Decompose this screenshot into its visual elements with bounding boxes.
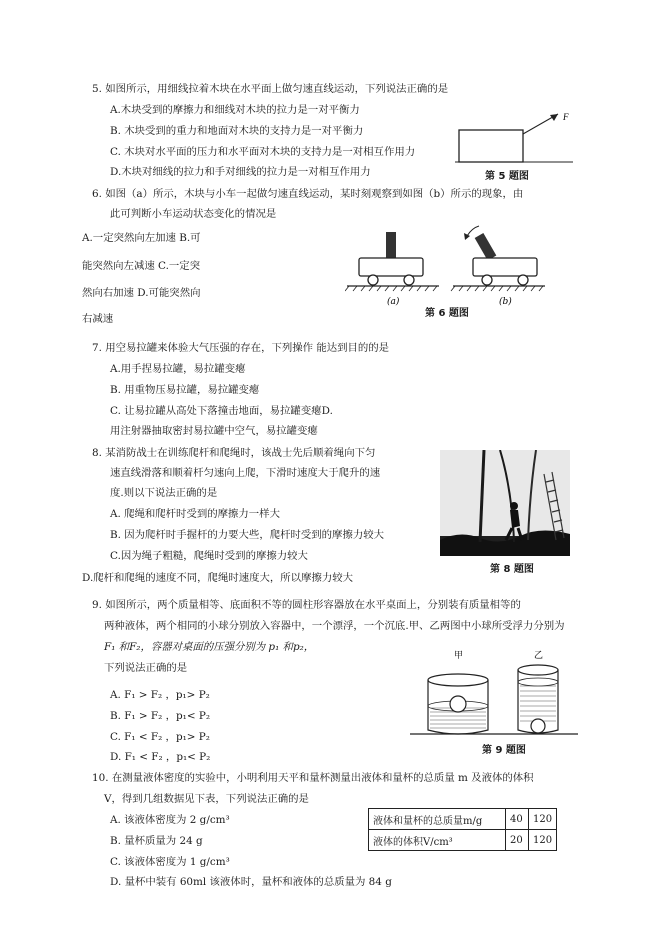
q5-option-c: C. 木块对水平面的压力和水平面对木块的支持力是一对相互作用力: [110, 146, 416, 158]
climber-head: [510, 502, 518, 510]
container-jia: [428, 674, 488, 734]
q8-option-d: D.爬杆和爬绳的速度不同，爬绳时速度大，所以摩擦力较大: [82, 572, 354, 584]
q7-stem: 7. 用空易拉罐来体验大气压强的存在，下列操作 能达到目的的是: [92, 342, 390, 354]
table-cell: 40: [506, 809, 529, 830]
q7-option-d: 用注射器抽取密封易拉罐中空气，易拉罐变瘪: [110, 425, 318, 437]
q6-answer-4: 右减速: [82, 313, 114, 325]
q7-option-b: B. 用重物压易拉罐，易拉罐变瘪: [110, 384, 260, 396]
label-yi: 乙: [534, 651, 544, 661]
sunken-ball-icon: [531, 719, 545, 733]
q7-option-c: C. 让易拉罐从高处下落撞击地面，易拉罐变瘪D.: [110, 405, 333, 417]
block-upright: [386, 232, 396, 258]
q8-option-c: C.因为绳子粗糙，爬绳时受到的摩擦力较大: [110, 550, 308, 562]
q10-option-c: C. 该液体密度为 1 g/cm³: [110, 856, 230, 868]
wheel-icon: [518, 275, 528, 285]
cart-body-b: [473, 258, 537, 276]
q5-caption: 第 5 题图: [485, 171, 529, 182]
q10-option-d: D. 量杯中装有 60ml 该液体时，量杯和液体的总质量为 84 g: [110, 876, 392, 888]
q8-caption: 第 8 题图: [490, 564, 534, 575]
q6-figure: [345, 222, 545, 314]
table-row: [369, 809, 557, 830]
label-jia: 甲: [454, 651, 464, 661]
q9-figure: [410, 648, 580, 738]
wheel-icon: [368, 275, 378, 285]
q8-option-b: B. 因为爬杆时手握杆的力要大些，爬杆时受到的摩擦力较大: [110, 529, 385, 541]
q10-stem-2: V，得到几组数据见下表，下列说法正确的是: [104, 793, 309, 805]
container-yi: [518, 665, 558, 733]
table-cell: 120: [529, 809, 557, 830]
q8-photo: [440, 450, 570, 556]
q10-data-table: [368, 808, 557, 851]
q8-stem-3: 度.则以下说法正确的是: [110, 487, 218, 499]
q6-answer-2: 能突然向左减速 C.一定突: [82, 260, 201, 272]
q8-stem-2: 速直线滑落和顺着杆匀速向上爬，下滑时速度大于爬升的速: [110, 467, 381, 479]
force-label: F: [563, 112, 569, 122]
q6-caption: 第 6 题图: [425, 308, 469, 319]
q5-option-a: A.木块受到的摩擦力和细线对木块的拉力是一对平衡力: [110, 104, 360, 116]
table-cell: 120: [529, 830, 557, 851]
tip-arrow-icon: [464, 233, 470, 240]
wheel-icon: [404, 275, 414, 285]
q5-option-d: D.木块对细线的拉力和手对细线的拉力是一对相互作用力: [110, 166, 371, 178]
table-cell: 液体的体积V/cm³: [369, 830, 506, 851]
q9-stem-3: F₁ 和F₂，容器对桌面的压强分别为 p₁ 和p₂，: [104, 641, 315, 653]
label-a: (a): [387, 297, 400, 307]
wood-block: [459, 130, 523, 162]
q8-option-a: A. 爬绳和爬杆时受到的摩擦力一样大: [110, 508, 280, 520]
q5-stem: 5. 如图所示，用细线拉着木块在水平面上做匀速直线运动，下列说法正确的是: [92, 83, 449, 95]
q7-option-a: A.用手捏易拉罐，易拉罐变瘪: [110, 363, 246, 375]
q6-stem-2: 此可判断小车运动状态变化的情况是: [110, 208, 277, 220]
block-tipping: [475, 233, 497, 261]
q9-option-c: C. F₁ < F₂ ，p₁> P₂: [110, 731, 210, 743]
q6-answer-1: A.一定突然向左加速 B.可: [82, 232, 201, 244]
cart-body-a: [359, 258, 423, 276]
q10-option-b: B. 量杯质量为 24 g: [110, 835, 203, 847]
q9-caption: 第 9 题图: [482, 745, 526, 756]
floating-ball-icon: [450, 696, 466, 712]
wheel-icon: [482, 275, 492, 285]
q5-option-b: B. 木块受到的重力和地面对木块的支持力是一对平衡力: [110, 125, 364, 137]
q9-stem-4: 下列说法正确的是: [104, 662, 188, 674]
q8-stem-1: 8. 某消防战士在训练爬杆和爬绳时，该战士先后顺着绳向下匀: [92, 447, 376, 459]
q9-option-b: B. F₁ > F₂ ，p₁< P₂: [110, 710, 210, 722]
q10-option-a: A. 该液体密度为 2 g/cm³: [110, 814, 230, 826]
q9-option-a: A. F₁ > F₂ ，p₁> P₂: [110, 689, 210, 701]
q9-stem-2: 两种液体，两个相同的小球分别放入容器中，一个漂浮，一个沉底.甲、乙两图中小球所受浮力分别为: [104, 620, 565, 632]
table-cell: 液体和量杯的总质量m/g: [369, 809, 506, 830]
table-cell: 20: [506, 830, 529, 851]
cart-a: [345, 232, 439, 307]
q9-stem-1: 9. 如图所示，两个质量相等、底面积不等的圆柱形容器放在水平桌面上，分别装有质量相等的: [92, 599, 521, 611]
q6-stem-1: 6. 如图（a）所示，木块与小车一起做匀速直线运动，某时刻观察到如图（b）所示的现象，由: [92, 188, 524, 200]
label-b: (b): [499, 297, 512, 307]
cart-b: [451, 226, 545, 307]
q6-answer-3: 然向右加速 D.可能突然向: [82, 287, 201, 299]
q9-option-d: D. F₁ < F₂ ，p₁< P₂: [110, 751, 211, 763]
q10-stem-1: 10. 在测量液体密度的实验中，小明利用天平和量杯测量出液体和量杯的总质量 m 及液体的体积: [92, 772, 534, 784]
table-row: [369, 830, 557, 851]
